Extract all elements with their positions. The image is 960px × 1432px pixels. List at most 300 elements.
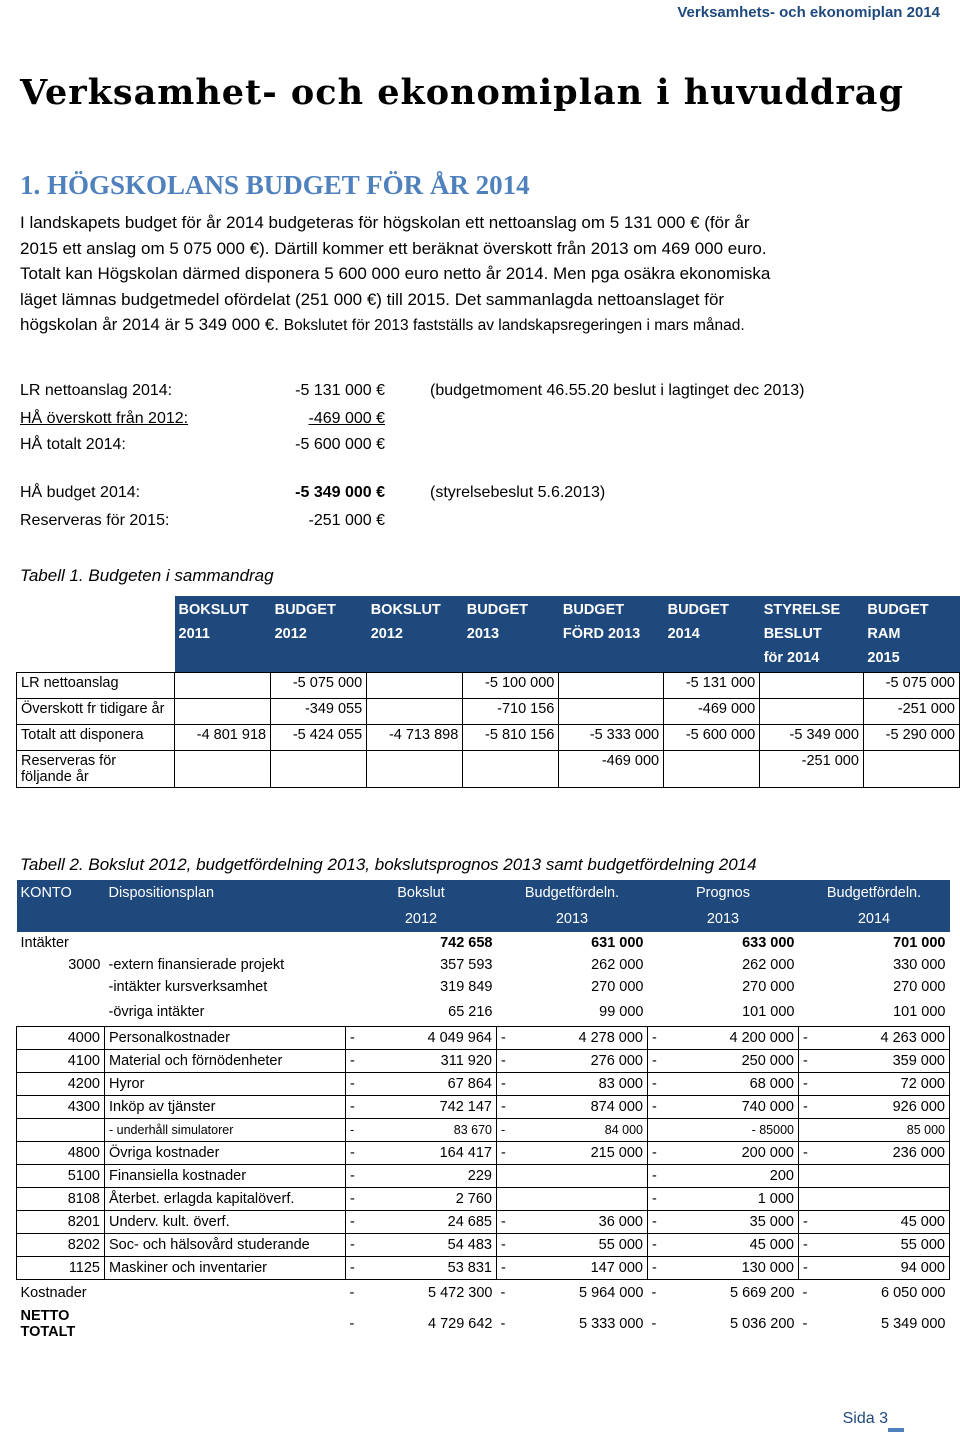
table2-sign: - xyxy=(346,1118,369,1141)
table1-cell xyxy=(175,751,271,788)
table2-value: 229 xyxy=(368,1164,497,1187)
table1-header-blank xyxy=(17,596,175,673)
table2-sign: - xyxy=(802,1285,808,1302)
table2-sign: - xyxy=(497,1233,520,1256)
table1-header-cell xyxy=(559,596,664,673)
summary-label: LR nettoanslag 2014: xyxy=(20,382,173,399)
table2-sign: - xyxy=(497,1026,520,1049)
table2-header-cell: 2014 xyxy=(799,906,950,932)
table2-value: 4 049 964 xyxy=(368,1026,497,1049)
table2-plan: Övriga kostnader xyxy=(105,1141,346,1164)
table2-plan: Personalkostnader xyxy=(105,1026,346,1049)
table2-plan: Underv. kult. överf. xyxy=(105,1210,346,1233)
table2-konto: Kostnader xyxy=(20,1285,87,1302)
table2-sign: - xyxy=(648,1256,671,1279)
table2-sign: - xyxy=(648,1026,671,1049)
table2-plan xyxy=(105,1307,346,1341)
table2-sign xyxy=(799,954,822,976)
para-line: I landskapets budget för år 2014 budgeteras för högskolan ett nettoanslag om 5 131 000 € (för år xyxy=(20,213,750,232)
table2-sign: - xyxy=(648,1210,671,1233)
summary-label: Reserveras för 2015: xyxy=(20,512,170,529)
table2-konto: 4800 xyxy=(17,1141,105,1164)
table2-konto: 1125 xyxy=(17,1256,105,1279)
table1-header-cell xyxy=(367,596,463,673)
table2-sign xyxy=(799,1187,822,1210)
table2-value: - 85000 xyxy=(670,1118,799,1141)
table1-header-line: BESLUT xyxy=(763,626,822,642)
table1-header-line: BUDGET xyxy=(562,602,625,618)
table2-header-blank xyxy=(17,906,105,932)
table1-header-line: 2012 xyxy=(274,626,307,642)
para-line: läget lämnas budgetmedel ofördelat (251 000 €) till 2015. Det sammanlagda nettoanslaget för xyxy=(20,289,725,309)
table1-cell xyxy=(863,751,959,788)
table2-value: 215 000 xyxy=(519,1141,648,1164)
table2-sign: - xyxy=(648,1049,671,1072)
table2-value: 874 000 xyxy=(519,1095,648,1118)
table2-row xyxy=(17,1026,950,1049)
table2-konto: 8202 xyxy=(17,1233,105,1256)
table2-konto: 4200 xyxy=(17,1072,105,1095)
table2-plan: Hyror xyxy=(105,1072,346,1095)
para-line: Totalt kan Högskolan därmed disponera 5 600 000 euro netto år 2014. Men pga osäkra ekonomiska xyxy=(20,264,771,284)
table2-value: 742 147 xyxy=(368,1095,497,1118)
table2-value: 701 000 xyxy=(893,935,946,951)
table1-cell xyxy=(367,699,463,725)
table2-value: 147 000 xyxy=(519,1256,648,1279)
table2-value: 200 000 xyxy=(670,1141,799,1164)
table2-sign: - xyxy=(349,1316,355,1332)
table2-sign: - xyxy=(497,1141,520,1164)
table2-value: 101 000 xyxy=(742,1003,795,1020)
table2-row xyxy=(17,932,950,954)
summary-label: HÅ budget 2014: xyxy=(20,484,141,501)
table2-konto: 4000 xyxy=(17,1026,105,1049)
table2-sign xyxy=(799,976,822,998)
para-text: högskolan år 2014 är 5 349 000 €. xyxy=(20,315,279,335)
table2-sign xyxy=(648,954,671,976)
page-title: Verksamhet- och ekonomiplan i huvuddrag xyxy=(20,72,904,113)
summary-row xyxy=(20,484,605,502)
table1-header-cell xyxy=(664,596,760,673)
table2-value: 68 000 xyxy=(670,1072,799,1095)
table1-header-line: FÖRD 2013 xyxy=(562,626,641,642)
table2-sign: - xyxy=(651,1316,657,1332)
table2-sign: - xyxy=(648,1095,671,1118)
table2-sign xyxy=(799,1118,822,1141)
table2-sign xyxy=(648,932,671,954)
table1-row xyxy=(17,699,960,725)
table2-sign: - xyxy=(346,1233,369,1256)
table1-header-line: 2015 xyxy=(867,650,900,666)
table2-value: 2 760 xyxy=(368,1187,497,1210)
summary-label: HÅ totalt 2014: xyxy=(20,436,126,453)
table1-header-line: 2012 xyxy=(370,626,403,642)
table2-value: 742 658 xyxy=(440,935,493,951)
table2-value: 631 000 xyxy=(591,935,644,951)
table1-row xyxy=(17,673,960,699)
table2-row xyxy=(17,1141,950,1164)
table2-plan: Återbet. erlagda kapitalöverf. xyxy=(105,1187,346,1210)
intro-paragraph xyxy=(20,210,940,339)
table2-value: 45 000 xyxy=(670,1233,799,1256)
table1-header-cell xyxy=(760,596,864,673)
table1-cell: -5 100 000 xyxy=(463,673,559,699)
table2-header-cell: Prognos xyxy=(648,880,799,906)
table1-header-row xyxy=(17,596,960,673)
table2-sign: - xyxy=(648,1187,671,1210)
footer-accent xyxy=(888,1428,904,1432)
table2-sign: - xyxy=(346,1049,369,1072)
table1-header-cell xyxy=(175,596,271,673)
table2-value: 276 000 xyxy=(519,1049,648,1072)
table2-value: 4 263 000 xyxy=(821,1026,950,1049)
table2-sign xyxy=(346,954,369,976)
table2-sign: - xyxy=(497,1118,520,1141)
table2-value: 5 964 000 xyxy=(578,1285,644,1302)
table2-header-row xyxy=(17,880,950,906)
table2-header-cell: Bokslut xyxy=(346,880,497,906)
summary-value: -5 349 000 € xyxy=(295,484,385,501)
para-line: 2015 ett anslag om 5 075 000 €). Därtill kommer ett beräknat överskott från 2013 om 469 000 euro. xyxy=(20,238,767,258)
table1-cell xyxy=(271,751,367,788)
table1-cell: -5 131 000 xyxy=(664,673,760,699)
table2-value xyxy=(519,1164,648,1187)
table2-sign xyxy=(497,1164,520,1187)
table2-sign xyxy=(648,998,671,1026)
table2-sign: - xyxy=(346,1164,369,1187)
table2-plan xyxy=(105,932,346,954)
table2-konto: 8201 xyxy=(17,1210,105,1233)
table1-cell xyxy=(367,673,463,699)
table2-sign: - xyxy=(648,1164,671,1187)
para-line xyxy=(20,312,940,339)
table1-caption: Tabell 1. Budgeten i sammandrag xyxy=(20,566,274,585)
table1-cell: -710 156 xyxy=(463,699,559,725)
table2-header-cell: Budgetfördeln. xyxy=(497,880,648,906)
table1-header-line: STYRELSE xyxy=(763,602,841,618)
table2-sign: - xyxy=(648,1233,671,1256)
table2-value: 85 000 xyxy=(821,1118,950,1141)
table2-sign: - xyxy=(497,1210,520,1233)
table1-cell xyxy=(559,699,664,725)
table2-sign xyxy=(497,932,520,954)
table1-cell xyxy=(463,751,559,788)
table2-konto: Intäkter xyxy=(20,935,69,951)
table2-header-plan: Dispositionsplan xyxy=(105,880,346,906)
table2-value: 67 864 xyxy=(368,1072,497,1095)
table1-header-line: 2013 xyxy=(466,626,500,642)
table2-sign: - xyxy=(799,1095,822,1118)
table2-value: 35 000 xyxy=(670,1210,799,1233)
table2-value: 24 685 xyxy=(368,1210,497,1233)
table1-header-line: BUDGET xyxy=(274,602,336,618)
table2-sign xyxy=(799,932,822,954)
table2-sign: - xyxy=(799,1026,822,1049)
table2-value: 45 000 xyxy=(821,1210,950,1233)
summary-value: -469 000 € xyxy=(308,410,385,427)
section-heading: 1. HÖGSKOLANS BUDGET FÖR ÅR 2014 xyxy=(20,170,530,200)
table1-cell xyxy=(175,673,271,699)
table2-sign xyxy=(497,976,520,998)
table2-header-cell: Budgetfördeln. xyxy=(799,880,950,906)
summary-note: (budgetmoment 46.55.20 beslut i lagtinget dec 2013) xyxy=(430,382,805,399)
table2-row xyxy=(17,1307,950,1341)
table1-cell xyxy=(760,673,864,699)
table2-value: 164 417 xyxy=(368,1141,497,1164)
table2-konto: 8108 xyxy=(17,1187,105,1210)
table1-cell: -4 801 918 xyxy=(175,725,271,751)
table1-cell xyxy=(367,751,463,788)
summary-value: -5 131 000 € xyxy=(295,382,385,399)
table2-value: 319 849 xyxy=(440,979,493,995)
table2-row xyxy=(17,998,950,1026)
table1-row xyxy=(17,725,960,751)
table2-row xyxy=(17,1210,950,1233)
table2-konto xyxy=(17,998,105,1026)
table2-row xyxy=(17,1072,950,1095)
table2-value: 65 216 xyxy=(448,1003,493,1020)
summary-row xyxy=(20,382,804,400)
table1-header-line: 2011 xyxy=(178,626,210,642)
table2-value: 101 000 xyxy=(893,1003,946,1020)
table2-plan: -övriga intäkter xyxy=(108,1003,205,1020)
table2-sign: - xyxy=(346,1210,369,1233)
table2-sign: - xyxy=(346,1026,369,1049)
table2-sign: - xyxy=(346,1256,369,1279)
page-number: Sida 3 xyxy=(842,1410,888,1427)
table1-header-line: BUDGET xyxy=(466,602,529,618)
table2-value: 200 xyxy=(670,1164,799,1187)
table2-value: 633 000 xyxy=(742,935,795,951)
table2-header-cell: 2013 xyxy=(497,906,648,932)
table2-value: 330 000 xyxy=(893,957,946,973)
table2-row xyxy=(17,1279,950,1307)
table2-sign: - xyxy=(799,1256,822,1279)
table2-value: 357 593 xyxy=(440,957,493,973)
table1-header-line: för 2014 xyxy=(763,650,820,666)
table2-sign: - xyxy=(802,1316,808,1332)
table2-header-row xyxy=(17,906,950,932)
table2-sign xyxy=(346,932,369,954)
table2-value: 4 278 000 xyxy=(519,1026,648,1049)
table2-value: 270 000 xyxy=(591,979,644,995)
table2-sign xyxy=(497,1187,520,1210)
table2-caption: Tabell 2. Bokslut 2012, budgetfördelning 2013, bokslutsprognos 2013 samt budgetfördelning 2014 xyxy=(20,855,757,874)
table1-cell: -5 333 000 xyxy=(559,725,664,751)
table2-value: 270 000 xyxy=(893,979,946,995)
table1-header-line: BUDGET xyxy=(667,602,729,618)
table2-value: 5 036 200 xyxy=(729,1316,795,1332)
summary-row xyxy=(20,436,430,454)
table2-sign xyxy=(346,976,369,998)
budget-summary-table xyxy=(16,596,960,788)
table2-row xyxy=(17,1118,950,1141)
table1-cell: -251 000 xyxy=(863,699,959,725)
table1-cell: -349 055 xyxy=(271,699,367,725)
table2-sign: - xyxy=(497,1095,520,1118)
table2-value: 36 000 xyxy=(519,1210,648,1233)
table1-header-cell xyxy=(863,596,959,673)
table2-row xyxy=(17,1049,950,1072)
table2-plan: - underhåll simulatorer xyxy=(105,1118,346,1141)
table2-row xyxy=(17,954,950,976)
table2-sign: - xyxy=(651,1285,657,1302)
table2-plan: Maskiner och inventarier xyxy=(105,1256,346,1279)
table2-value: 359 000 xyxy=(821,1049,950,1072)
table1-header-line: RAM xyxy=(867,626,901,642)
table1-row-label: Överskott fr tidigare år xyxy=(17,699,175,725)
table1-cell: -5 810 156 xyxy=(463,725,559,751)
table2-sign xyxy=(799,1164,822,1187)
table2-value: 311 920 xyxy=(368,1049,497,1072)
table2-value: 55 000 xyxy=(519,1233,648,1256)
table1-cell: -4 713 898 xyxy=(367,725,463,751)
table2-value xyxy=(821,1187,950,1210)
table1-cell: -5 075 000 xyxy=(271,673,367,699)
table2-header-cell: 2012 xyxy=(346,906,497,932)
summary-value: -251 000 € xyxy=(308,512,385,529)
table1-row-label: Totalt att disponera xyxy=(17,725,175,751)
table2-value: 262 000 xyxy=(742,957,795,973)
table1-cell: -5 349 000 xyxy=(760,725,864,751)
table2-konto: 3000 xyxy=(68,957,101,973)
para-note: Bokslutet för 2013 fastställs av landskapsregeringen i mars månad. xyxy=(283,317,745,335)
table2-value xyxy=(519,1187,648,1210)
table2-row xyxy=(17,1164,950,1187)
table2-sign: - xyxy=(497,1072,520,1095)
table2-value: 740 000 xyxy=(670,1095,799,1118)
table1-header-cell xyxy=(463,596,559,673)
table2-sign: - xyxy=(799,1233,822,1256)
table2-value: 55 000 xyxy=(821,1233,950,1256)
table2-value: 54 483 xyxy=(368,1233,497,1256)
table2-konto: NETTO TOTALT xyxy=(20,1308,76,1340)
table2-value: 94 000 xyxy=(821,1256,950,1279)
table2-value: 926 000 xyxy=(821,1095,950,1118)
table2-sign: - xyxy=(497,1049,520,1072)
table2-sign xyxy=(497,954,520,976)
table2-value: 4 200 000 xyxy=(670,1026,799,1049)
table2-header-cell: 2013 xyxy=(648,906,799,932)
summary-row xyxy=(20,512,430,530)
summary-value: -5 600 000 € xyxy=(295,436,385,453)
table1-header-line: BUDGET xyxy=(867,602,929,618)
table2-value: 130 000 xyxy=(670,1256,799,1279)
table1-cell xyxy=(559,673,664,699)
running-header: Verksamhets- och ekonomiplan 2014 xyxy=(677,4,940,21)
table2-plan: -extern finansierade projekt xyxy=(108,957,285,973)
table2-row xyxy=(17,1095,950,1118)
table2-sign: - xyxy=(799,1210,822,1233)
table1-cell: -251 000 xyxy=(760,751,864,788)
table2-sign: - xyxy=(346,1187,369,1210)
table2-sign xyxy=(648,976,671,998)
table2-value: 270 000 xyxy=(742,979,795,995)
summary-label: HÅ överskott från 2012: xyxy=(20,410,189,427)
table1-header-line: BOKSLUT xyxy=(370,602,441,618)
table2-value: 5 333 000 xyxy=(578,1316,644,1332)
table2-sign: - xyxy=(349,1285,355,1302)
table2-sign: - xyxy=(648,1072,671,1095)
table2-plan: Material och förnödenheter xyxy=(105,1049,346,1072)
table2-sign: - xyxy=(346,1072,369,1095)
table2-row xyxy=(17,1233,950,1256)
table2-value: 53 831 xyxy=(368,1256,497,1279)
budget-detail-table xyxy=(16,880,950,1341)
table1-cell: -5 075 000 xyxy=(863,673,959,699)
table2-konto: 5100 xyxy=(17,1164,105,1187)
table2-sign: - xyxy=(346,1095,369,1118)
table2-value: 6 050 000 xyxy=(880,1285,946,1302)
table2-sign xyxy=(346,998,369,1026)
table2-value xyxy=(821,1164,950,1187)
table2-sign: - xyxy=(648,1141,671,1164)
table1-cell xyxy=(175,699,271,725)
table2-sign xyxy=(497,998,520,1026)
table2-row xyxy=(17,976,950,998)
table2-value: 250 000 xyxy=(670,1049,799,1072)
table2-row xyxy=(17,1256,950,1279)
table2-value: 236 000 xyxy=(821,1141,950,1164)
table2-sign xyxy=(799,998,822,1026)
table2-value: 83 670 xyxy=(368,1118,497,1141)
table2-value: 1 000 xyxy=(670,1187,799,1210)
table1-cell: -5 600 000 xyxy=(664,725,760,751)
table2-konto: 4300 xyxy=(17,1095,105,1118)
table1-cell xyxy=(664,751,760,788)
table2-konto xyxy=(17,976,105,998)
table2-plan: -intäkter kursverksamhet xyxy=(108,979,268,995)
table1-cell: -5 424 055 xyxy=(271,725,367,751)
table2-sign: - xyxy=(500,1316,506,1332)
table2-value: 262 000 xyxy=(591,957,644,973)
table2-value: 99 000 xyxy=(599,1003,644,1020)
table2-sign: - xyxy=(346,1141,369,1164)
table1-cell: -469 000 xyxy=(559,751,664,788)
table2-sign: - xyxy=(799,1141,822,1164)
table2-sign: - xyxy=(497,1256,520,1279)
table2-plan: Inköp av tjänster xyxy=(105,1095,346,1118)
table1-row-label: Reserveras för följande år xyxy=(17,751,175,788)
table2-value: 5 349 000 xyxy=(880,1316,946,1332)
summary-row xyxy=(20,410,430,428)
table2-value: 83 000 xyxy=(519,1072,648,1095)
table2-plan: Soc- och hälsovård studerande xyxy=(105,1233,346,1256)
table2-sign xyxy=(648,1118,671,1141)
table2-value: 84 000 xyxy=(519,1118,648,1141)
table2-sign: - xyxy=(799,1049,822,1072)
table2-value: 5 669 200 xyxy=(729,1285,795,1302)
table1-row xyxy=(17,751,960,788)
table1-cell: -5 290 000 xyxy=(863,725,959,751)
table1-header-line: BOKSLUT xyxy=(178,602,249,618)
table2-sign: - xyxy=(799,1072,822,1095)
table2-plan xyxy=(105,1279,346,1307)
table1-row-label: LR nettoanslag xyxy=(17,673,175,699)
table2-row xyxy=(17,1187,950,1210)
table2-plan: Finansiella kostnader xyxy=(105,1164,346,1187)
table1-cell xyxy=(760,699,864,725)
table1-cell: -469 000 xyxy=(664,699,760,725)
summary-note: (styrelsebeslut 5.6.2013) xyxy=(430,484,606,501)
table1-header-cell xyxy=(271,596,367,673)
table2-value: 72 000 xyxy=(821,1072,950,1095)
table2-header-konto: KONTO xyxy=(17,880,105,906)
table2-sign: - xyxy=(500,1285,506,1302)
table2-header-blank xyxy=(105,906,346,932)
table2-konto: 4100 xyxy=(17,1049,105,1072)
table2-value: 4 729 642 xyxy=(427,1316,493,1332)
